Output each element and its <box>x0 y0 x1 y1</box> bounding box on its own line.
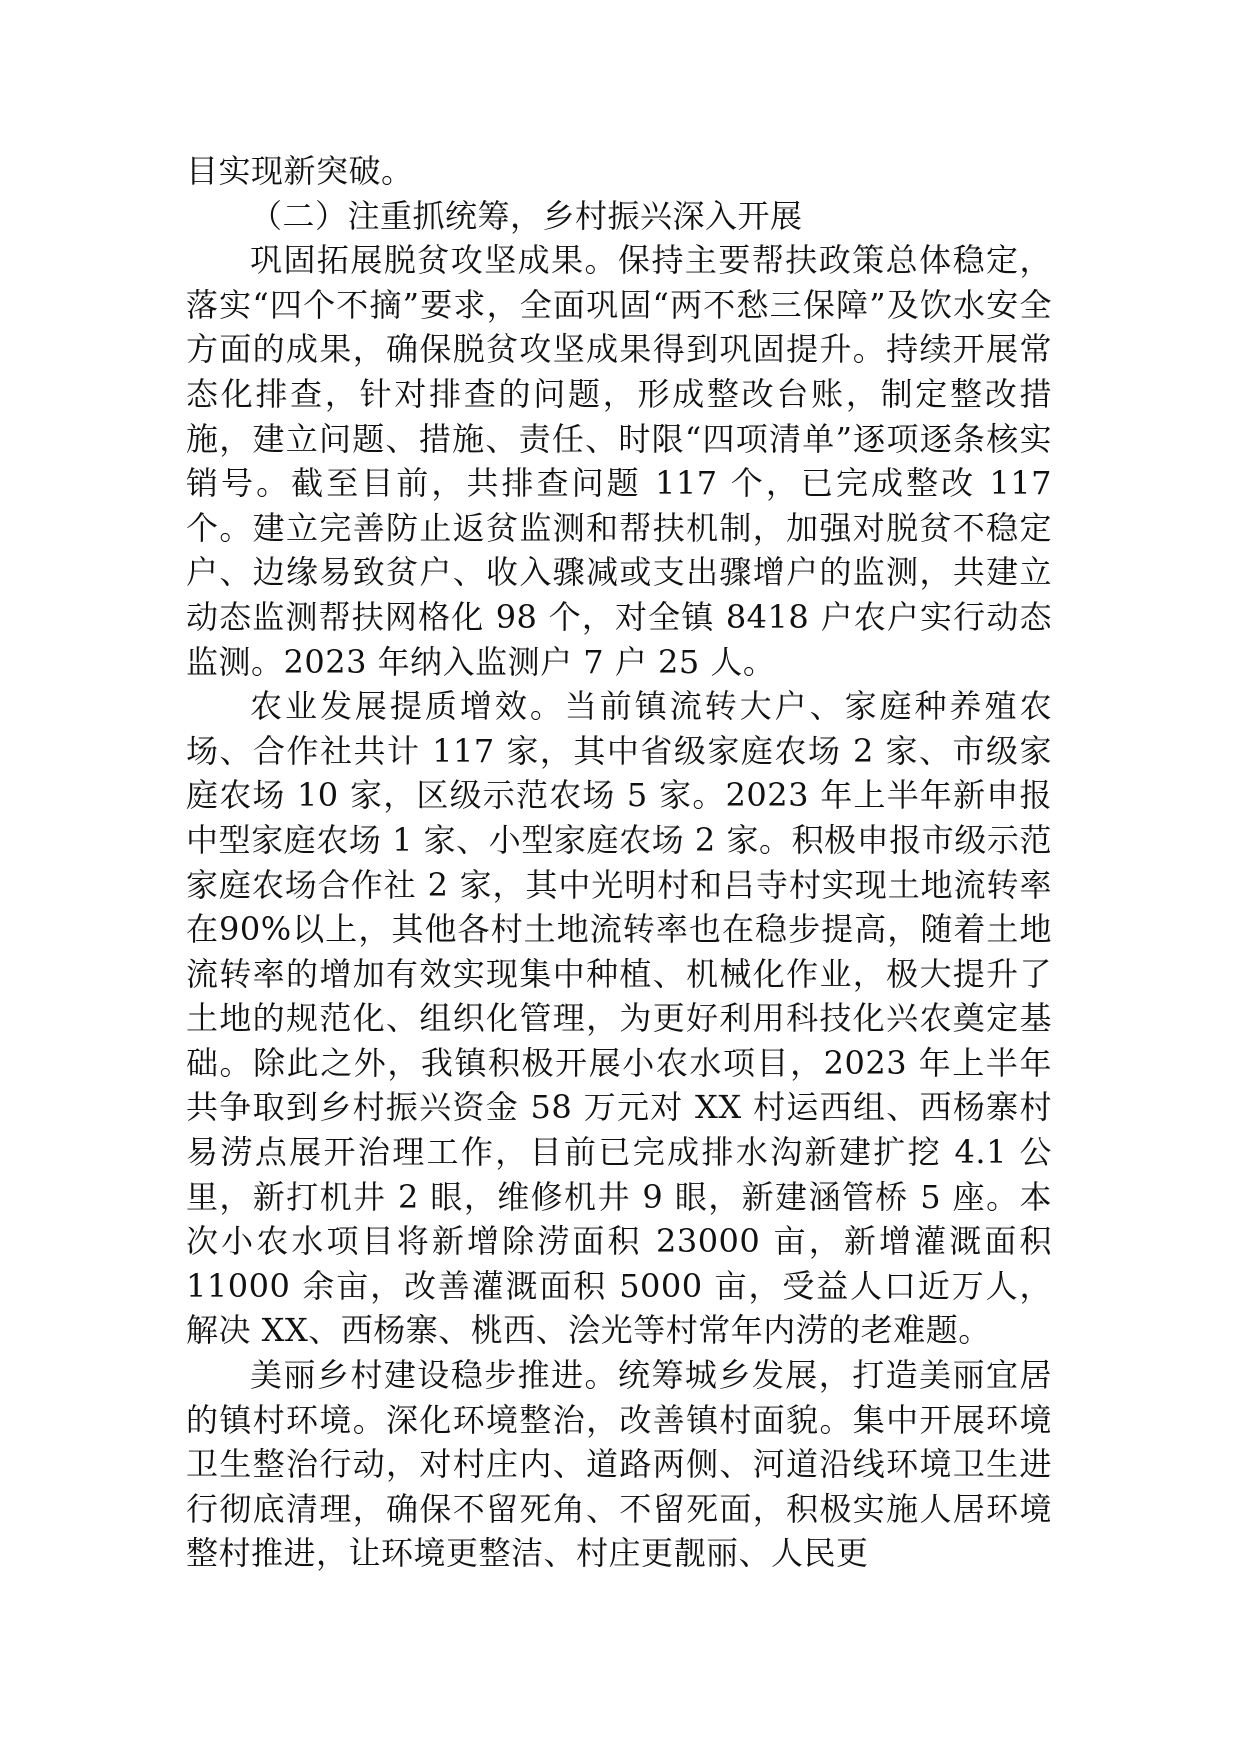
paragraph-continuation: 目实现新突破。 <box>186 152 414 190</box>
paragraph-agriculture: 农业发展提质增效。当前镇流转大户、家庭种养殖农场、合作社共计 117 家，其中省级家庭农场 2 家、市级家庭农场 10 家，区级示范农场 5 家。2023 年上半年新申报中型家庭农场 1 家、小型家庭农场 2 家。积极申报市级示范家庭农场合作社 2 家，其中光明村和吕寺村实现土地流转率在90%以上，其他各村土地流转率也在稳步提高，随着土地流转率的增加有效实现集中种植、机械化作业，极大提升了土地的规范化、组织化管理，为更好利用科技化兴农奠定基础。除此之外，我镇积极开展小农水项目，2023 年上半年共争取到乡村振兴资金 58 万元对 XX 村运西组、西杨寨村易涝点展开治理工作，目前已完成排水沟新建扩挖 4.1 公里，新打机井 2 眼，维修机井 9 眼，新建涵管桥 5 座。本次小农水项目将新增除涝面积 23000 亩，新增灌溉面积 11000 余亩，改善灌溉面积 5000 亩，受益人口近万人，解决 XX、西杨寨、桃西、浍光等村常年内涝的老难题。 <box>186 687 1052 1350</box>
section-heading: （二）注重抓统筹，乡村振兴深入开展 <box>250 196 803 235</box>
paragraph-beautiful-village: 美丽乡村建设稳步推进。统筹城乡发展，打造美丽宜居的镇村环境。深化环境整治，改善镇村面貌。集中开展环境卫生整治行动，对村庄内、道路两侧、河道沿线环境卫生进行彻底清理，确保不留死角、不留死面，积极实施人居环境整村推进，让环境更整洁、村庄更靓丽、人民更 <box>186 1356 1052 1573</box>
paragraph-poverty-alleviation: 巩固拓展脱贫攻坚成果。保持主要帮扶政策总体稳定，落实“四个不摘”要求，全面巩固“两不愁三保障”及饮水安全方面的成果，确保脱贫攻坚成果得到巩固提升。持续开展常态化排查，针对排查的问题，形成整改台账，制定整改措施，建立问题、措施、责任、时限“四项清单”逐项逐条核实销号。截至目前，共排查问题 117 个，已完成整改 117 个。建立完善防止返贫监测和帮扶机制，加强对脱贫不稳定户、边缘易致贫户、收入骤减或支出骤增户的监测，共建立动态监测帮扶网格化 98 个，对全镇 8418 户农户实行动态监测。2023 年纳入监测户 7 户 25 人。 <box>186 241 1052 681</box>
document-body <box>186 149 1052 1576</box>
